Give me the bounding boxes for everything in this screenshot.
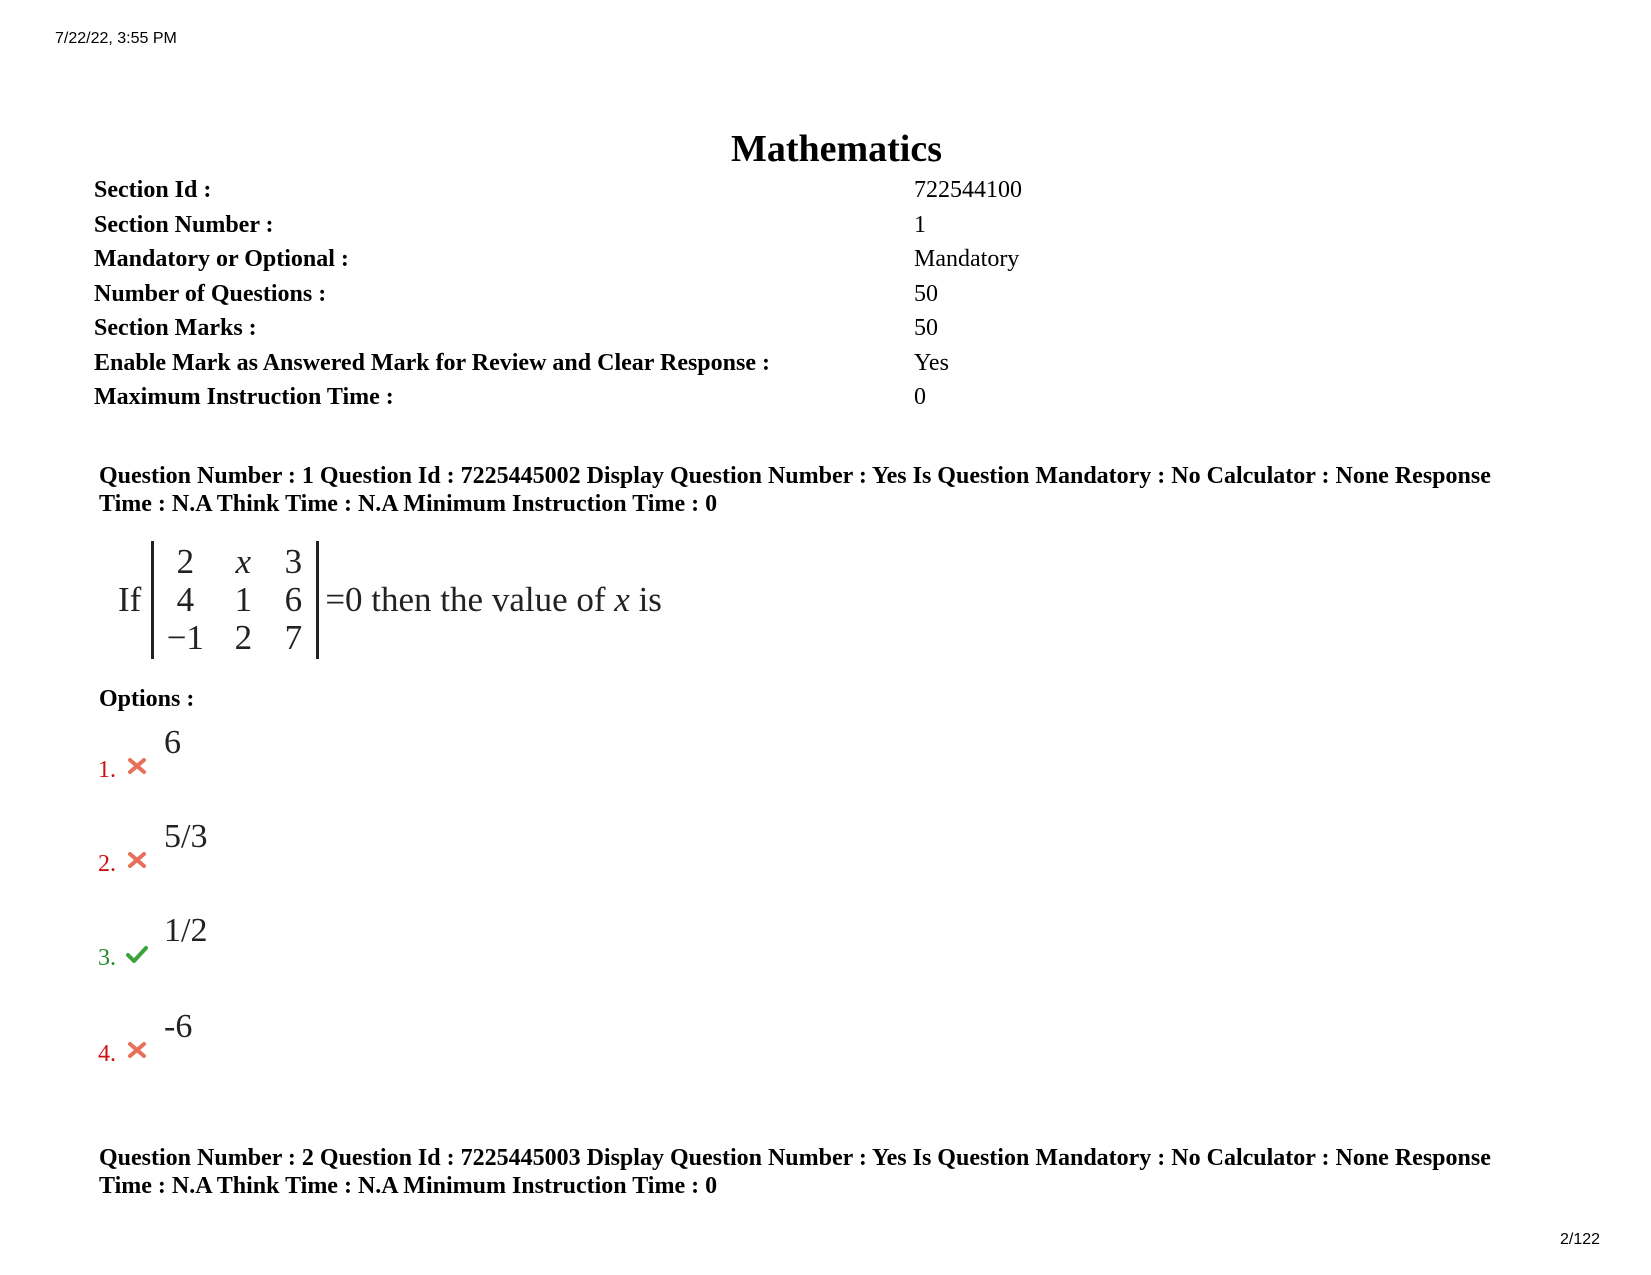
option-value: 5/3: [164, 818, 208, 855]
determinant-matrix: [151, 541, 319, 659]
section-marks-row: [94, 315, 1022, 350]
cross-icon: [126, 850, 148, 870]
option-value: -6: [164, 1008, 193, 1045]
question-header-line: Time : N.A Think Time : N.A Minimum Instruction Time : 0: [99, 1173, 718, 1199]
info-label: Enable Mark as Answered Mark for Review and Clear Response :: [94, 349, 770, 376]
matrix-cell: −1: [166, 618, 204, 657]
matrix-cell: 3: [284, 542, 303, 581]
question-header-line: Question Number : 1 Question Id : 7225445002 Display Question Number : Yes Is Question Mandatory : No Calculator : None Response: [99, 463, 1491, 489]
info-label: Maximum Instruction Time :: [94, 384, 394, 410]
info-value: 1: [914, 211, 926, 238]
enable-mark-row: [94, 350, 1022, 385]
options-label: Options :: [99, 686, 195, 712]
option-number: 4.: [98, 1041, 116, 1067]
info-value: 50: [914, 280, 938, 307]
info-value: 50: [914, 315, 938, 341]
question-2-header: [99, 1144, 1579, 1200]
print-header-datetime: 7/22/22, 3:55 PM: [55, 30, 177, 47]
info-value: 0: [914, 384, 926, 410]
stem-suffix-end: is: [629, 580, 662, 619]
question-1-stem: [118, 540, 662, 660]
number-of-questions-row: [94, 281, 1022, 316]
info-value: Yes: [914, 349, 949, 376]
info-label: Section Marks :: [94, 315, 257, 341]
cross-icon: [126, 1040, 148, 1060]
cross-icon: [126, 756, 148, 776]
option-number: 1.: [98, 757, 116, 783]
option-value: 1/2: [164, 912, 208, 949]
question-header-line: Question Number : 2 Question Id : 7225445003 Display Question Number : Yes Is Question Mandatory : No Calculator : None Response: [99, 1145, 1491, 1171]
section-title: Mathematics: [730, 128, 943, 170]
matrix-cell: x: [235, 542, 252, 581]
matrix-cell: 1: [234, 580, 253, 619]
matrix-cell: 7: [284, 618, 303, 657]
max-instruction-time-row: [94, 384, 1022, 419]
info-label: Section Id :: [94, 177, 212, 203]
section-info-table: [94, 177, 1022, 419]
page-number: 2/122: [1560, 1231, 1601, 1248]
info-value: Mandatory: [914, 246, 1020, 272]
section-number-row: [94, 212, 1022, 247]
option-number: 2.: [98, 851, 116, 877]
matrix-cell: 4: [176, 580, 195, 619]
section-id-row: [94, 177, 1022, 212]
question-1-header: [99, 462, 1579, 518]
mandatory-row: [94, 246, 1022, 281]
info-label: Mandatory or Optional :: [94, 246, 349, 272]
option-value: 6: [164, 724, 181, 761]
stem-suffix-start: =0 then the value of: [325, 580, 615, 619]
matrix-cell: 2: [176, 542, 195, 581]
stem-prefix: If: [118, 580, 142, 619]
info-value: 722544100: [914, 177, 1022, 203]
info-label: Number of Questions :: [94, 280, 327, 307]
question-header-line: Time : N.A Think Time : N.A Minimum Instruction Time : 0: [99, 491, 718, 517]
option-number: 3.: [98, 945, 116, 971]
info-label: Section Number :: [94, 211, 274, 238]
matrix-cell: 6: [284, 580, 303, 619]
stem-suffix: [325, 580, 662, 620]
matrix-cell: 2: [234, 618, 253, 657]
stem-variable: x: [614, 580, 630, 619]
check-icon: [126, 944, 148, 964]
